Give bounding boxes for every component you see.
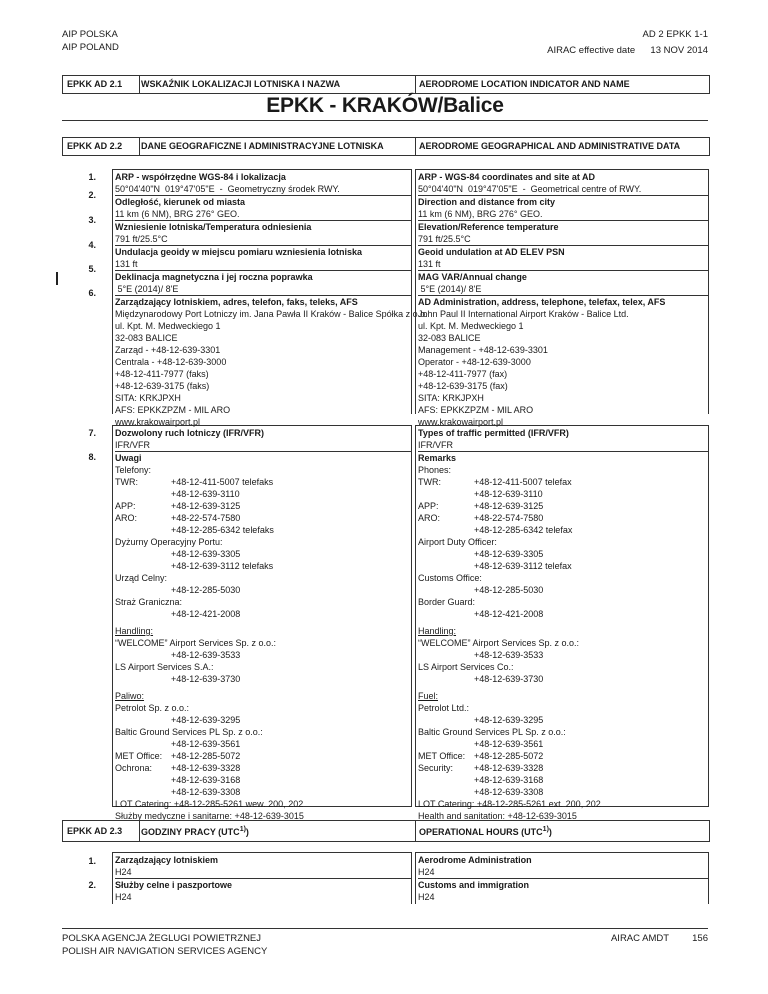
- airac-label: AIRAC effective date: [547, 45, 636, 56]
- contact-label: APP:: [115, 501, 136, 511]
- field-heading: Odległość, kierunek od miasta: [115, 197, 246, 207]
- contact-label: ARO:: [115, 513, 138, 523]
- agency-name-pl: POLSKA AGENCJA ŻEGLUGI POWIETRZNEJ: [62, 933, 262, 944]
- address-line: 32-083 BALICE: [418, 333, 481, 343]
- remarks-line: Phones:: [418, 465, 452, 475]
- item-number: 6.: [88, 288, 96, 298]
- en-hours-column: [418, 854, 708, 903]
- address-line: SITA: KRKJPXH: [115, 393, 181, 403]
- item-number: 7.: [88, 428, 96, 438]
- footnote-ref: 1): [239, 826, 246, 833]
- remarks-line: Airport Duty Officer:: [418, 537, 497, 547]
- item-number: 4.: [88, 240, 96, 250]
- remarks-line: Petrolot Sp. z o.o.:: [115, 703, 190, 713]
- header-aip-polska: AIP POLSKA: [62, 29, 118, 40]
- remarks-line: Baltic Ground Services PL Sp. z o.o.:: [418, 727, 566, 737]
- hours-title-en: OPERATIONAL HOURS (UTC: [419, 827, 543, 837]
- remarks-line: Customs Office:: [418, 573, 482, 583]
- address-line: Operator - +48-12-639-3000: [418, 357, 531, 367]
- item-number: 1.: [88, 172, 96, 182]
- page-reference: AD 2 EPKK 1-1: [642, 29, 708, 40]
- contact-value: +48-12-639-3328: [474, 763, 544, 773]
- field-heading: Elevation/Reference temperature: [418, 222, 559, 232]
- remarks-line: Straż Graniczna:: [115, 597, 183, 607]
- footer-amendment: [611, 932, 708, 945]
- field-value: 11 km (6 NM), BRG 276° GEO.: [115, 208, 411, 221]
- pl-hours-column: [115, 854, 411, 903]
- field-heading: Służby celne i paszportowe: [115, 880, 233, 890]
- address-line: SITA: KRKJPXH: [418, 393, 484, 403]
- section-title-en: AERODROME LOCATION INDICATOR AND NAME: [419, 79, 630, 89]
- agency-name-en: POLISH AIR NAVIGATION SERVICES AGENCY: [62, 946, 268, 957]
- field-heading: Undulacja geoidy w miejscu pomiaru wzniesienia lotniska: [115, 247, 363, 257]
- address-line: www.krakowairport.pl: [115, 417, 201, 427]
- contact-label: Security:: [418, 763, 454, 773]
- contact-value: +48-12-639-3730: [474, 674, 544, 684]
- hours-title-pl: GODZINY PRACY (UTC: [141, 827, 240, 837]
- field-value: 791 ft/25.5°C: [418, 233, 708, 246]
- address-line: +48-12-639-3175 (faks): [115, 381, 210, 391]
- item-number: 5.: [88, 264, 96, 274]
- contact-value: +48-12-639-3168: [171, 775, 241, 785]
- remarks-line: “WELCOME” Airport Services Sp. z o.o.:: [418, 638, 580, 648]
- en-column-top: [418, 171, 708, 428]
- contact-value: +48-22-574-7580: [171, 513, 241, 523]
- section-code: EPKK AD 2.3: [67, 826, 123, 836]
- address-line: Międzynarodowy Port Lotniczy im. Jana Pawła II Kraków - Balice Spółka z o.o.: [115, 309, 428, 319]
- contact-value: +48-12-639-3561: [171, 739, 241, 749]
- contact-value: +48-12-639-3125: [474, 501, 544, 511]
- field-heading: Direction and distance from city: [418, 197, 556, 207]
- field-value: 11 km (6 NM), BRG 276° GEO.: [418, 208, 708, 221]
- contact-label: MET Office:: [115, 751, 163, 761]
- pl-column-bottom: [115, 427, 411, 822]
- hours-title-close: ): [548, 827, 552, 837]
- remarks-line: Border Guard:: [418, 597, 476, 607]
- change-bar: [56, 272, 58, 285]
- field-value: 50°04'40"N 019°47'05"E - Geometryczny środek RWY.: [115, 183, 411, 196]
- hours-title-close: ): [245, 827, 249, 837]
- address-line: 32-083 BALICE: [115, 333, 178, 343]
- remarks-line: Telefony:: [115, 465, 152, 475]
- airac-effective: [547, 44, 708, 57]
- address-line: AFS: EPKKZPZM - MIL ARO: [115, 405, 231, 415]
- item-number: 3.: [88, 215, 96, 225]
- contact-label: ARO:: [418, 513, 441, 523]
- contact-value: +48-12-639-3112 telefax: [474, 561, 572, 571]
- field-heading: Zarządzający lotniskiem, adres, telefon, faks, teleks, AFS: [115, 297, 358, 307]
- field-heading: Customs and immigration: [418, 880, 530, 890]
- contact-value: +48-12-285-5072: [474, 751, 544, 761]
- remarks-subheading: Handling:: [115, 626, 154, 636]
- section-title-pl: [141, 826, 249, 837]
- contact-label: MET Office:: [418, 751, 466, 761]
- address-line: +48-12-411-7977 (faks): [115, 369, 209, 379]
- amendment-number: 156: [692, 933, 708, 944]
- section-title-en: AERODROME GEOGRAPHICAL AND ADMINISTRATIVE DATA: [419, 141, 681, 151]
- remarks-line: LS Airport Services S.A.:: [115, 662, 214, 672]
- field-heading: MAG VAR/Annual change: [418, 272, 527, 282]
- address-line: Management - +48-12-639-3301: [418, 345, 548, 355]
- section-title-pl: DANE GEOGRAFICZNE I ADMINISTRACYJNE LOTNISKA: [141, 141, 384, 151]
- contact-value: +48-12-421-2008: [474, 609, 544, 619]
- contact-value: +48-12-639-3110: [171, 489, 240, 499]
- address-line: ul. Kpt. M. Medweckiego 1: [418, 321, 524, 331]
- contact-value: +48-12-285-6342 telefax: [474, 525, 573, 535]
- field-heading: Uwagi: [115, 453, 142, 463]
- en-column-bottom: [418, 427, 708, 822]
- field-value: 131 ft: [418, 258, 708, 271]
- contact-value: +48-12-639-3305: [474, 549, 544, 559]
- address-line: Centrala - +48-12-639-3000: [115, 357, 227, 367]
- field-heading: Geoid undulation at AD ELEV PSN: [418, 247, 565, 257]
- contact-value: +48-12-639-3730: [171, 674, 241, 684]
- item-number: 2.: [88, 880, 96, 890]
- contact-value: +48-12-639-3533: [474, 650, 544, 660]
- contact-value: +48-12-639-3533: [171, 650, 241, 660]
- airac-date: 13 NOV 2014: [650, 45, 708, 56]
- contact-value: +48-12-639-3295: [171, 715, 241, 725]
- remarks-line: Urząd Celny:: [115, 573, 168, 583]
- contact-value: +48-12-639-3308: [171, 787, 241, 797]
- contact-value: +48-12-411-5007 telefaks: [171, 477, 274, 487]
- field-value: 50°04'40"N 019°47'05"E - Geometrical centre of RWY.: [418, 183, 708, 196]
- remarks-line: Health and sanitation: +48-12-639-3015: [418, 811, 577, 821]
- field-value: 131 ft: [115, 258, 411, 271]
- field-value: IFR/VFR: [115, 439, 411, 452]
- field-value: 5°E (2014)/ 8'E: [418, 283, 708, 296]
- field-heading: Remarks: [418, 453, 457, 463]
- contact-value: +48-12-639-3295: [474, 715, 544, 725]
- remarks-line: LOT Catering: +48-12-285-5261 ext. 200, 202: [418, 799, 601, 809]
- field-heading: Types of traffic permitted (IFR/VFR): [418, 428, 569, 438]
- contact-value: +48-12-639-3125: [171, 501, 241, 511]
- address-line: www.krakowairport.pl: [418, 417, 504, 427]
- contact-value: +48-12-639-3305: [171, 549, 241, 559]
- section-code: EPKK AD 2.2: [67, 141, 123, 151]
- address-line: +48-12-639-3175 (fax): [418, 381, 508, 391]
- remarks-line: LOT Catering: +48-12-285-5261 wew. 200, 202: [115, 799, 304, 809]
- contact-value: +48-12-285-5030: [171, 585, 241, 595]
- item-number: 8.: [88, 452, 96, 462]
- section-ad22-header: [62, 137, 710, 156]
- field-heading: AD Administration, address, telephone, telefax, telex, AFS: [418, 297, 666, 307]
- contact-value: +48-12-285-5072: [171, 751, 241, 761]
- field-heading: Zarządzający lotniskiem: [115, 855, 219, 865]
- section-ad21-header: [62, 75, 710, 94]
- address-line: +48-12-411-7977 (fax): [418, 369, 508, 379]
- contact-label: TWR:: [418, 477, 441, 487]
- field-value: H24: [115, 866, 411, 879]
- contact-value: +48-12-639-3308: [474, 787, 544, 797]
- field-value: 5°E (2014)/ 8'E: [115, 283, 411, 296]
- remarks-line: LS Airport Services Co.:: [418, 662, 514, 672]
- address-line: AFS: EPKKZPZM - MIL ARO: [418, 405, 534, 415]
- remarks-line: Służby medyczne i sanitarne: +48-12-639-3015: [115, 811, 304, 821]
- remarks-subheading: Fuel:: [418, 691, 439, 701]
- header-left: [62, 28, 119, 54]
- address-line: ul. Kpt. M. Medweckiego 1: [115, 321, 221, 331]
- contact-label: APP:: [418, 501, 439, 511]
- field-heading: ARP - WGS-84 coordinates and site at AD: [418, 172, 596, 182]
- section-code: EPKK AD 2.1: [67, 79, 123, 89]
- field-heading: ARP - współrzędne WGS-84 i lokalizacja: [115, 172, 286, 182]
- contact-value: +48-12-639-3110: [474, 489, 543, 499]
- contact-value: +48-12-421-2008: [171, 609, 241, 619]
- contact-value: +48-12-639-3561: [474, 739, 544, 749]
- remarks-line: “WELCOME” Airport Services Sp. z o.o.:: [115, 638, 277, 648]
- field-heading: Deklinacja magnetyczna i jej roczna poprawka: [115, 272, 313, 282]
- field-value: IFR/VFR: [418, 439, 708, 452]
- field-heading: Dozwolony ruch lotniczy (IFR/VFR): [115, 428, 264, 438]
- pl-column-top: [115, 171, 428, 428]
- remarks-line: Petrolot Ltd.:: [418, 703, 470, 713]
- address-line: Zarząd - +48-12-639-3301: [115, 345, 221, 355]
- address-line: John Paul II International Airport Kraków - Balice Ltd.: [418, 309, 629, 319]
- amendment-label: AIRAC AMDT: [610, 933, 669, 944]
- contact-value: +48-12-285-5030: [474, 585, 544, 595]
- contact-value: +48-22-574-7580: [474, 513, 544, 523]
- contact-value: +48-12-639-3168: [474, 775, 544, 785]
- contact-label: TWR:: [115, 477, 138, 487]
- field-value: H24: [115, 892, 132, 902]
- contact-value: +48-12-639-3328: [171, 763, 241, 773]
- header-aip-poland: AIP POLAND: [62, 42, 119, 53]
- remarks-subheading: Handling:: [418, 626, 457, 636]
- field-value: H24: [418, 892, 435, 902]
- section-ad23-header: [62, 820, 710, 842]
- remarks-line: Dyżurny Operacyjny Portu:: [115, 537, 223, 547]
- aerodrome-title: EPKK - KRAKÓW/Balice: [266, 94, 504, 117]
- section-title-pl: WSKAŹNIK LOKALIZACJI LOTNISKA I NAZWA: [141, 79, 341, 89]
- remarks-line: Baltic Ground Services PL Sp. z o.o.:: [115, 727, 263, 737]
- field-value: 791 ft/25.5°C: [115, 233, 411, 246]
- field-heading: Aerodrome Administration: [418, 855, 532, 865]
- item-number: 1.: [88, 856, 96, 866]
- field-heading: Wzniesienie lotniska/Temperatura odniesienia: [115, 222, 312, 232]
- contact-value: +48-12-411-5007 telefax: [474, 477, 572, 487]
- contact-label: Ochrona:: [115, 763, 153, 773]
- section-title-en: [419, 826, 552, 837]
- contact-value: +48-12-639-3112 telefaks: [171, 561, 274, 571]
- footer-agency: [62, 932, 267, 958]
- item-number: 2.: [88, 190, 96, 200]
- footnote-ref: 1): [542, 826, 549, 833]
- remarks-subheading: Paliwo:: [115, 691, 145, 701]
- field-value: H24: [418, 866, 708, 879]
- contact-value: +48-12-285-6342 telefaks: [171, 525, 274, 535]
